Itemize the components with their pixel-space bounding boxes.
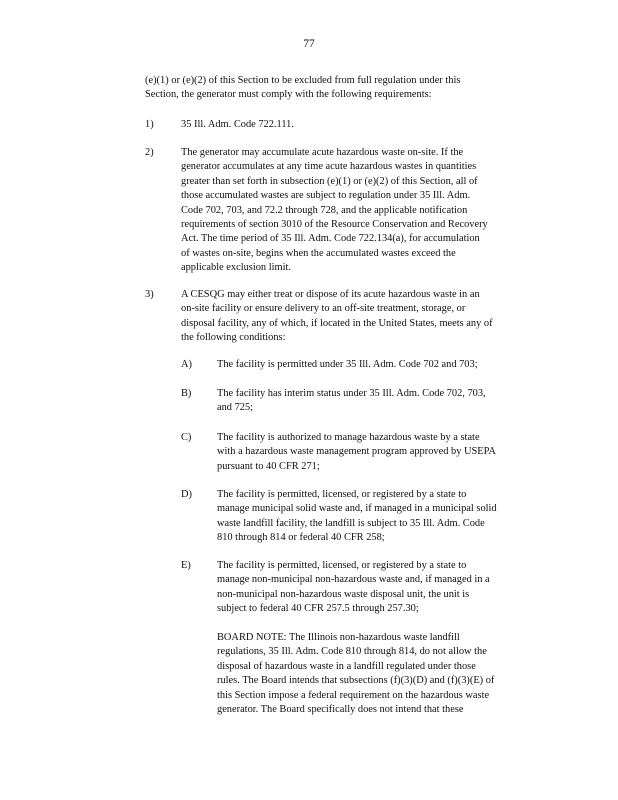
item-1-text: 35 Ill. Adm. Code 722.111. (181, 119, 294, 130)
item-3-number: 3) (145, 289, 154, 300)
item-3-text: A CESQG may either treat or dispose of its acute hazardous waste in an on-site facility or ensure delivery to an off-site treatment, storage, or disposal facility, any of which, if located in the United States, meets any of the following conditions: (181, 289, 493, 344)
intro-paragraph: (e)(1) or (e)(2) of this Section to be excluded from full regulation under this Section, the generator must comply with the following requirements: (145, 75, 461, 101)
subitem-e-text: The facility is permitted, licensed, or registered by a state to manage non-municipal non-hazardous waste and, if managed in a non-municipal non-hazardous waste disposal unit, the unit is subject to federal 40 CFR 257.5 through 257.30; (217, 560, 490, 615)
subitem-c-label: C) (181, 432, 192, 443)
page-number: 77 (303, 38, 315, 50)
subitem-a-text: The facility is permitted under 35 Ill. Adm. Code 702 and 703; (217, 359, 478, 370)
board-note: BOARD NOTE: The Illinois non-hazardous waste landfill regulations, 35 Ill. Adm. Code 810 through 814, do not allow the disposal of hazardous waste in a landfill regulated under those rules. The Board intends that subsections (f)(3)(D) and (f)(3)(E) of this Section impose a federal requirement on the hazardous waste generator. The Board specifically does not intend that these (217, 632, 495, 716)
subitem-d-label: D) (181, 489, 192, 500)
item-2-text: The generator may accumulate acute hazardous waste on-site. If the generator accumulates at any time acute hazardous wastes in quantities greater than set forth in subsection (e)(1) or (e)(2) of this Section, all of those accumulated wastes are subject to regulation under 35 Ill. Adm. Code 702, 703, and 72.2 through 728, and the applicable notification requirements of section 3010 of the Resource Conservation and Recovery Act. The time period of 35 Ill. Adm. Code 722.134(a), for accumulation of wastes on-site, begins when the accumulated wastes exceed the applicable exclusion limit. (181, 147, 488, 274)
subitem-e-label: E) (181, 560, 191, 571)
subitem-c-text: The facility is authorized to manage hazardous waste by a state with a hazardous waste management program approved by USEPA pursuant to 40 CFR 271; (217, 432, 496, 472)
subitem-a-label: A) (181, 359, 192, 370)
subitem-b-text: The facility has interim status under 35 Ill. Adm. Code 702, 703, and 725; (217, 388, 486, 414)
subitem-d-text: The facility is permitted, licensed, or registered by a state to manage municipal solid waste and, if managed in a municipal solid waste landfill facility, the landfill is subject to 35 Ill. Adm. Code 810 through 814 or federal 40 CFR 258; (217, 489, 497, 544)
item-2-number: 2) (145, 147, 154, 158)
item-1-number: 1) (145, 119, 154, 130)
subitem-b-label: B) (181, 388, 192, 399)
